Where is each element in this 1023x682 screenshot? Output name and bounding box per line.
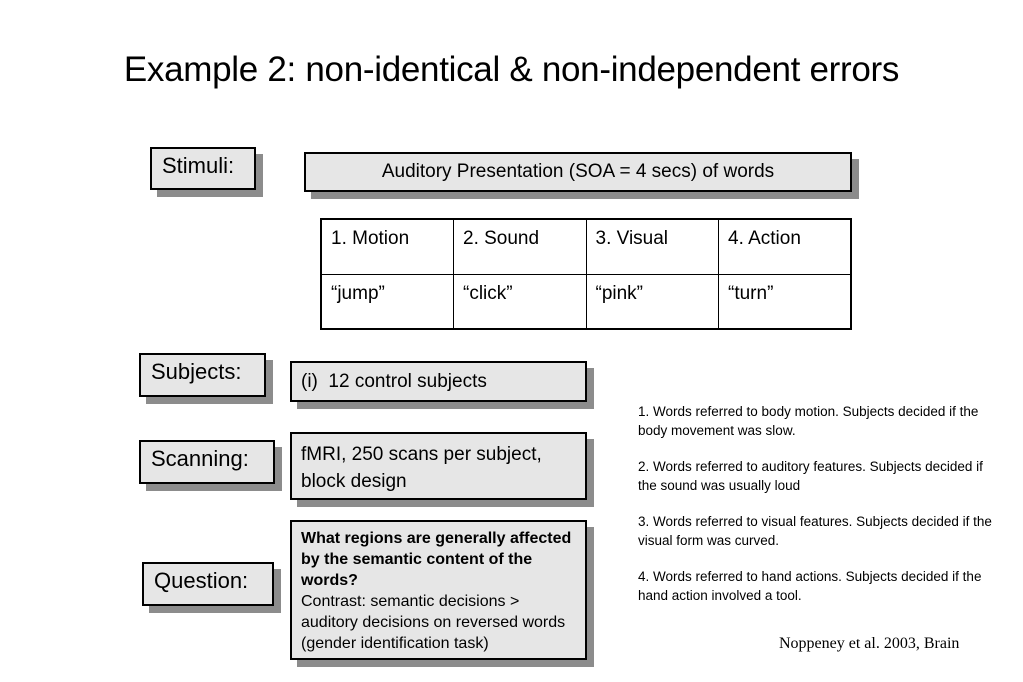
table-row: [321, 219, 851, 274]
slide-title: Example 2: non-identical & non-independent errors: [123, 50, 900, 89]
table-header-cell: 3. Visual: [586, 219, 719, 274]
note-item: 1. Words referred to body motion. Subjects decided if the body movement was slow.: [638, 404, 979, 438]
subjects-box: (i) 12 control subjects: [290, 361, 587, 402]
note-item: 2. Words referred to auditory features. Subjects decided if the sound was usually loud: [638, 459, 983, 493]
note-item: 4. Words referred to hand actions. Subjects decided if the hand action involved a tool.: [638, 569, 982, 603]
question-text: What regions are generally affected by the semantic content of the words?: [301, 530, 572, 589]
table-cell: “turn”: [719, 274, 852, 329]
table-cell: “jump”: [321, 274, 454, 329]
scanning-box: fMRI, 250 scans per subject, block design: [290, 432, 587, 500]
table-row: [321, 274, 851, 329]
stimuli-label: Stimuli:: [150, 147, 256, 190]
question-box: [290, 520, 587, 660]
category-notes: [638, 403, 998, 623]
word-category-table: [320, 218, 852, 330]
table-header-cell: 1. Motion: [321, 219, 454, 274]
table-header-cell: 2. Sound: [454, 219, 587, 274]
question-label: Question:: [142, 562, 274, 606]
citation: Noppeney et al. 2003, Brain: [779, 635, 960, 652]
table-cell: “pink”: [586, 274, 719, 329]
table-header-cell: 4. Action: [719, 219, 852, 274]
scanning-label: Scanning:: [139, 440, 275, 484]
table-cell: “click”: [454, 274, 587, 329]
note-item: 3. Words referred to visual features. Subjects decided if the visual form was curved.: [638, 514, 992, 548]
presentation-box: Auditory Presentation (SOA = 4 secs) of words: [304, 152, 852, 192]
contrast-text: Contrast: semantic decisions > auditory decisions on reversed words (gender identification task): [301, 593, 566, 652]
subjects-label: Subjects:: [139, 353, 266, 397]
